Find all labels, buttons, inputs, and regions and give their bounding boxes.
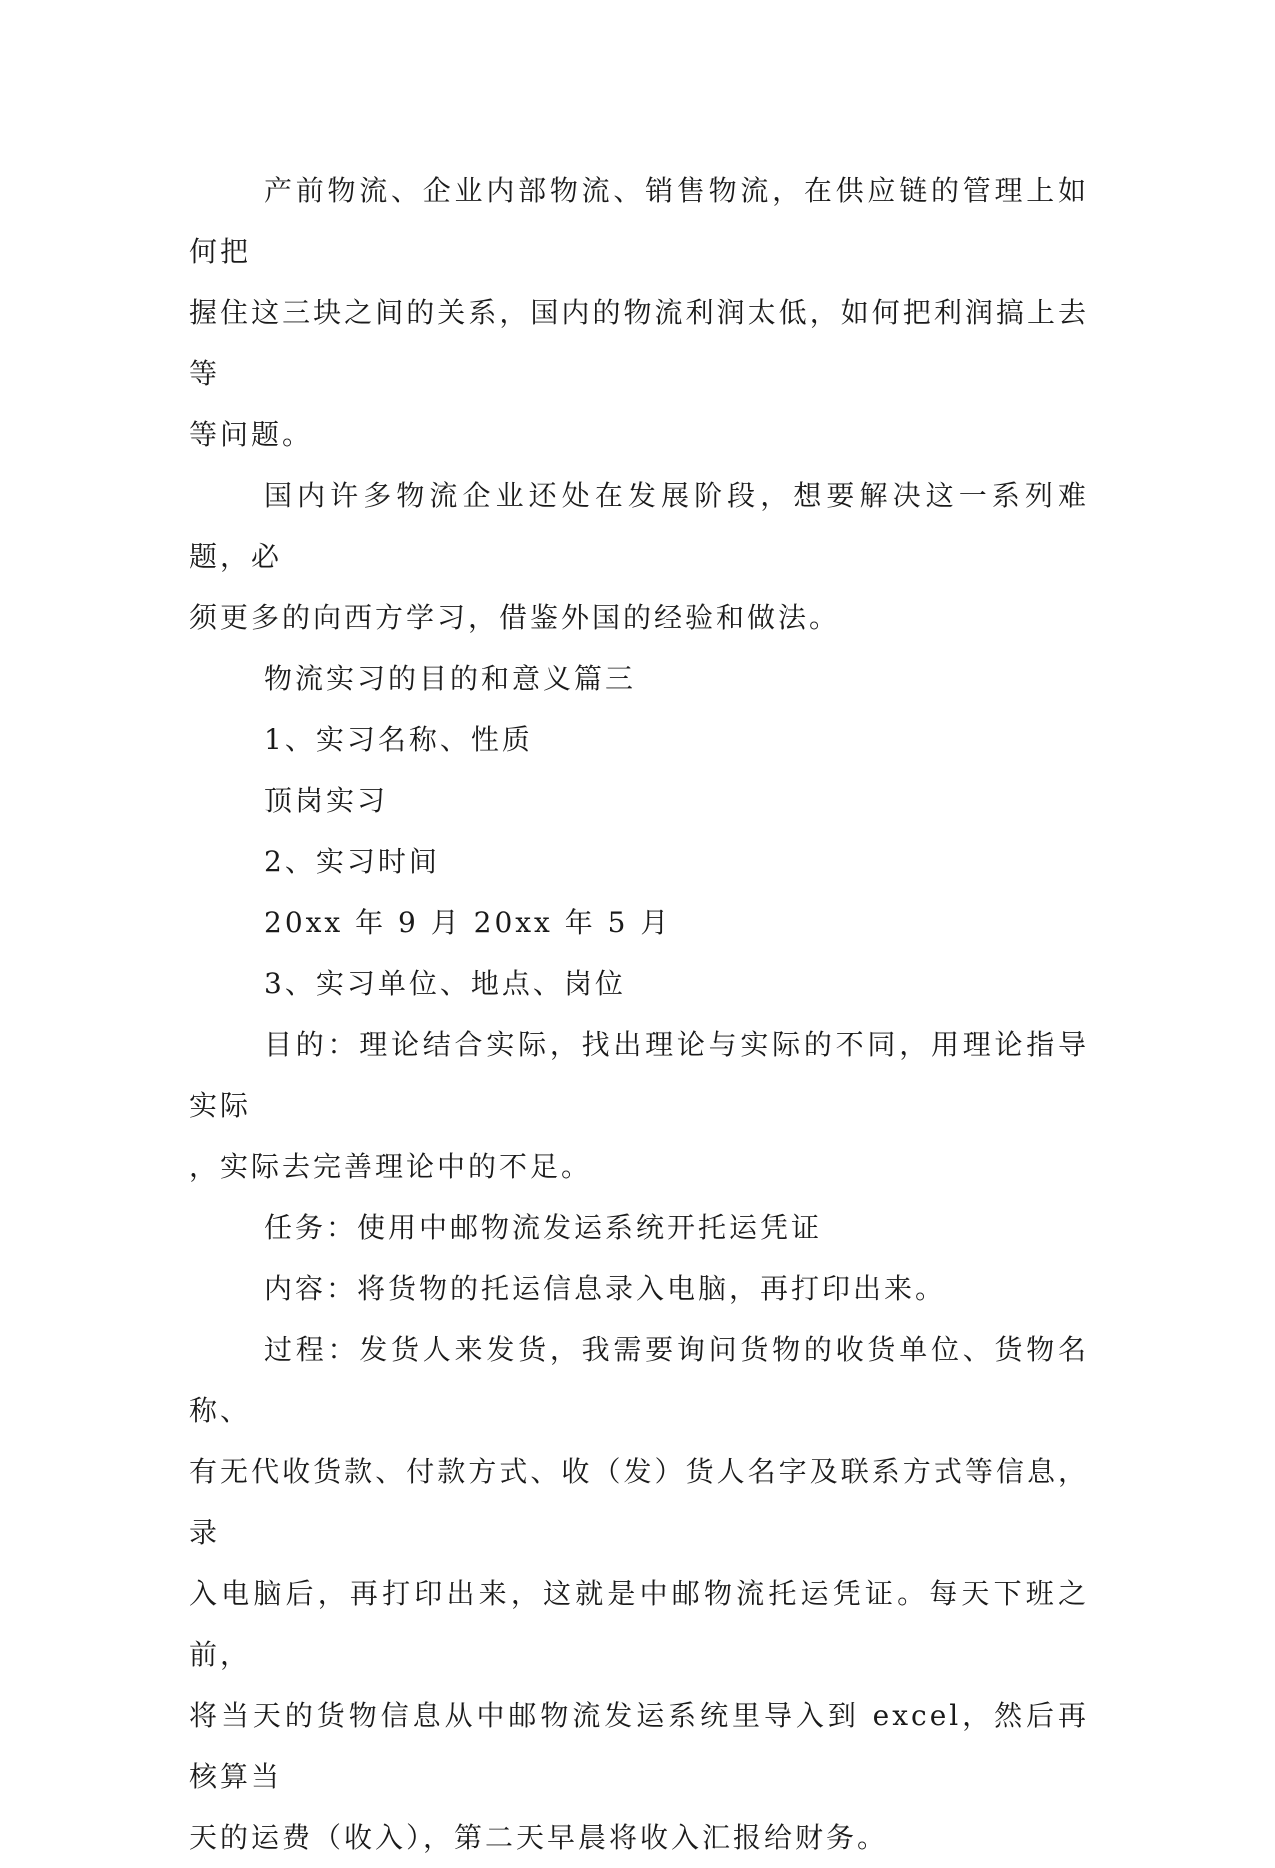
paragraph-learn-from-west: [189, 465, 1089, 648]
text-line: 20xx 年 9 月 20xx 年 5 月: [264, 906, 672, 939]
text-line: 任务：使用中邮物流发运系统开托运凭证: [264, 1211, 823, 1244]
text-line: 入电脑后，再打印出来，这就是中邮物流托运凭证。每天下班之前，: [189, 1577, 1089, 1671]
paragraph-task: [189, 1197, 1089, 1258]
text-line: 有无代收货款、付款方式、收（发）货人名字及联系方式等信息，录: [189, 1455, 1089, 1549]
document-body: [189, 160, 1089, 1868]
paragraph-content: [189, 1258, 1089, 1319]
text-line: 过程：发货人来发货，我需要询问货物的收货单位、货物名称、: [189, 1333, 1089, 1427]
item-internship-time-label: [189, 831, 1089, 892]
text-line: 内容：将货物的托运信息录入电脑，再打印出来。: [264, 1272, 947, 1305]
paragraph-purpose: [189, 1014, 1089, 1197]
paragraph-supply-chain: [189, 160, 1089, 465]
text-line: 握住这三块之间的关系，国内的物流利润太低，如何把利润搞上去等: [189, 296, 1089, 390]
text-line: 顶岗实习: [264, 784, 389, 817]
text-line: 须更多的向西方学习，借鉴外国的经验和做法。: [189, 601, 841, 634]
item-internship-time-value: [189, 892, 1089, 953]
text-line: 物流实习的目的和意义篇三: [264, 662, 637, 695]
text-line: 目的：理论结合实际，找出理论与实际的不同，用理论指导实际: [189, 1028, 1089, 1122]
item-internship-name: [189, 709, 1089, 770]
text-line: 产前物流、企业内部物流、销售物流，在供应链的管理上如何把: [189, 174, 1089, 268]
text-line: 国内许多物流企业还处在发展阶段，想要解决这一系列难题，必: [189, 479, 1089, 573]
item-internship-type: [189, 770, 1089, 831]
item-internship-location: [189, 953, 1089, 1014]
section-heading: [189, 648, 1089, 709]
paragraph-process: [189, 1319, 1089, 1868]
text-line: 2、实习时间: [264, 845, 440, 878]
text-line: 等问题。: [189, 418, 314, 451]
text-line: 1、实习名称、性质: [264, 723, 533, 756]
text-line: 3、实习单位、地点、岗位: [264, 967, 626, 1000]
text-line: ，实际去完善理论中的不足。: [189, 1150, 593, 1183]
text-line: 将当天的货物信息从中邮物流发运系统里导入到 excel，然后再核算当: [189, 1699, 1089, 1793]
text-line: 天的运费（收入），第二天早晨将收入汇报给财务。: [189, 1821, 889, 1854]
